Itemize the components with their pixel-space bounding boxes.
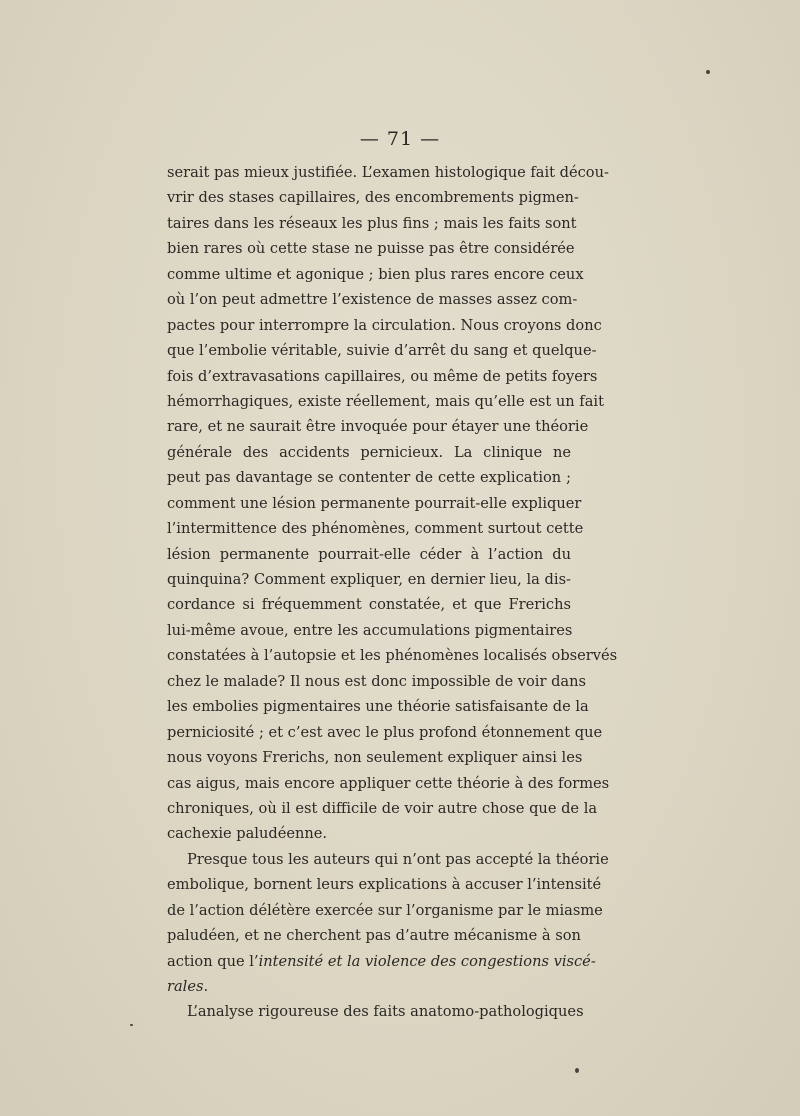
text-line: taires dans les réseaux les plus fins ; mais les faits sont [167, 214, 577, 232]
text-line: les embolies pigmentaires une théorie satisfaisante de la [167, 698, 589, 716]
text-line: bien rares où cette stase ne puisse pas être considérée [167, 240, 575, 258]
text-line: quinquina? Comment expliquer, en dernier lieu, la dis- [167, 571, 571, 588]
text-line: rare, et ne saurait être invoquée pour étayer une théorie [167, 418, 589, 436]
text-line: constatées à l’autopsie et les phénomènes localisés observés [167, 647, 618, 665]
text-line: l’intermittence des phénomènes, comment surtout cette [167, 520, 584, 538]
paper-speck [706, 70, 710, 74]
text-line: comment une lésion permanente pourrait-elle expliquer [167, 494, 582, 512]
italic-segment: rales [167, 978, 204, 995]
text-line: nous voyons Frerichs, non seulement expliquer ainsi les [167, 749, 583, 767]
text-line: cas aigus, mais encore appliquer cette théorie à des formes [167, 774, 610, 792]
text-line: comme ultime et agonique ; bien plus rares encore ceux [167, 265, 584, 283]
text-line: lésion permanente pourrait-elle céder à l’action du [167, 545, 571, 563]
italic-segment: intensité et la violence des congestions viscé- [258, 952, 596, 970]
page-number: — 71 — [359, 128, 441, 150]
text-line: paludéen, et ne cherchent pas d’autre mécanisme à son [167, 927, 581, 945]
text-line-mixed [167, 974, 571, 999]
paper-speck [575, 1068, 579, 1073]
body-text [167, 160, 618, 1025]
text-line: où l’on peut admettre l’existence de masses assez com- [167, 291, 578, 309]
text-segment: action que l’ [167, 952, 259, 970]
text-line: cordance si fréquemment constatée, et que Frerichs [167, 596, 571, 614]
text-line-mixed [167, 949, 596, 974]
text-line: cachexie paludéenne. [167, 825, 328, 843]
text-segment: . [203, 978, 209, 995]
text-line: de l’action délétère exercée sur l’organisme par le miasme [167, 901, 603, 919]
text-line: vrir des stases capillaires, des encombrements pigmen- [167, 189, 579, 207]
text-line: fois d’extravasations capillaires, ou même de petits foyers [167, 367, 598, 385]
text-line: que l’embolie véritable, suivie d’arrêt du sang et quelque- [167, 342, 597, 360]
text-line: L’analyse rigoureuse des faits anatomo-pathologiques [187, 1003, 584, 1021]
text-line: chroniques, où il est difficile de voir autre chose que de la [167, 799, 598, 817]
text-line: pactes pour interrompre la circulation. Nous croyons donc [167, 316, 602, 334]
text-line: perniciosité ; et c’est avec le plus profond étonnement que [167, 723, 603, 741]
text-line: générale des accidents pernicieux. La clinique ne [167, 443, 571, 461]
text-line: chez le malade? Il nous est donc impossible de voir dans [167, 672, 587, 690]
text-line: peut pas davantage se contenter de cette explication ; [167, 469, 571, 487]
text-line: embolique, bornent leurs explications à accuser l’intensité [167, 876, 602, 894]
text-line: Presque tous les auteurs qui n’ont pas accepté la théorie [187, 850, 609, 868]
text-line: lui-même avoue, entre les accumulations pigmentaires [167, 621, 573, 639]
text-line: hémorrhagiques, existe réellement, mais qu’elle est un fait [167, 392, 604, 410]
paper-speck [130, 1024, 133, 1026]
text-line: serait pas mieux justifiée. L’examen histologique fait décou- [167, 164, 609, 181]
